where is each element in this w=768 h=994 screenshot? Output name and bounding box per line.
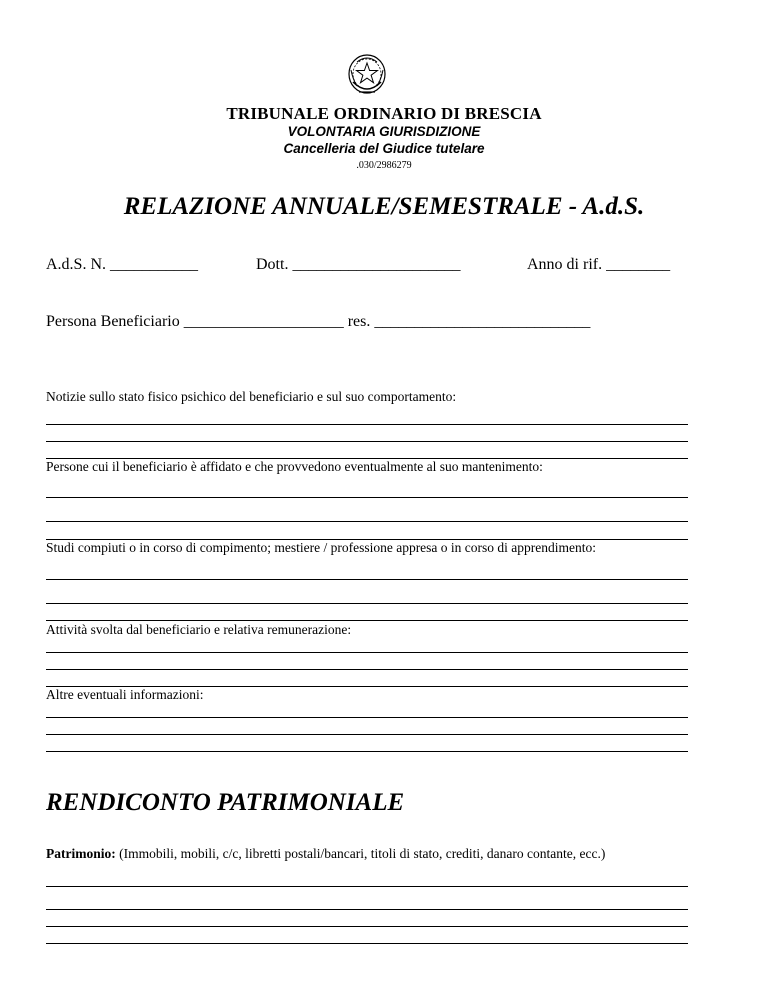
dott-field[interactable]: Dott. _____________________ — [256, 256, 461, 273]
section-studies: Studi compiuti o in corso di compimento; mestiere / professione appresa o in corso di apprendimento: — [46, 540, 597, 555]
court-office: Cancelleria del Giudice tutelare — [283, 141, 485, 156]
section-other-info: Altre eventuali informazioni: — [46, 687, 204, 702]
court-name: TRIBUNALE ORDINARIO DI BRESCIA — [226, 104, 542, 123]
answer-line[interactable] — [46, 926, 688, 927]
emblem-icon — [347, 52, 387, 98]
year-field[interactable]: Anno di rif. ________ — [527, 256, 671, 273]
ads-number-field[interactable]: A.d.S. N. ___________ — [46, 256, 199, 273]
answer-line[interactable] — [46, 603, 688, 604]
section-activity: Attività svolta dal beneficiario e relativa remunerazione: — [46, 622, 352, 637]
section-caretakers: Persone cui il beneficiario è affidato e che provvedono eventualmente al suo mantenimento: — [46, 459, 543, 474]
answer-line[interactable] — [46, 717, 688, 718]
answer-line[interactable] — [46, 652, 688, 653]
answer-line[interactable] — [46, 497, 688, 498]
beneficiary-field[interactable]: Persona Beneficiario ____________________ res. ___________________________ — [46, 313, 591, 330]
court-section: VOLONTARIA GIURISDIZIONE — [287, 124, 481, 139]
answer-line[interactable] — [46, 734, 688, 735]
answer-line[interactable] — [46, 521, 688, 522]
answer-line[interactable] — [46, 669, 688, 670]
section-health: Notizie sullo stato fisico psichico del beneficiario e sul suo comportamento: — [46, 389, 457, 404]
court-phone: .030/2986279 — [356, 160, 412, 171]
answer-line[interactable] — [46, 441, 688, 442]
answer-line[interactable] — [46, 579, 688, 580]
patrimonio-label: Patrimonio: — [46, 846, 116, 861]
answer-line[interactable] — [46, 620, 688, 621]
answer-line[interactable] — [46, 751, 688, 752]
rendiconto-heading: RENDICONTO PATRIMONIALE — [46, 789, 405, 816]
patrimonio-description: (Immobili, mobili, c/c, libretti postali/bancari, titoli di stato, crediti, danaro contante, ecc.) — [115, 846, 606, 861]
answer-line[interactable] — [46, 909, 688, 910]
answer-line[interactable] — [46, 943, 688, 944]
answer-line[interactable] — [46, 424, 688, 425]
answer-line[interactable] — [46, 886, 688, 887]
document-title: RELAZIONE ANNUALE/SEMESTRALE - A.d.S. — [123, 193, 645, 220]
patrimonio-line — [46, 846, 605, 862]
